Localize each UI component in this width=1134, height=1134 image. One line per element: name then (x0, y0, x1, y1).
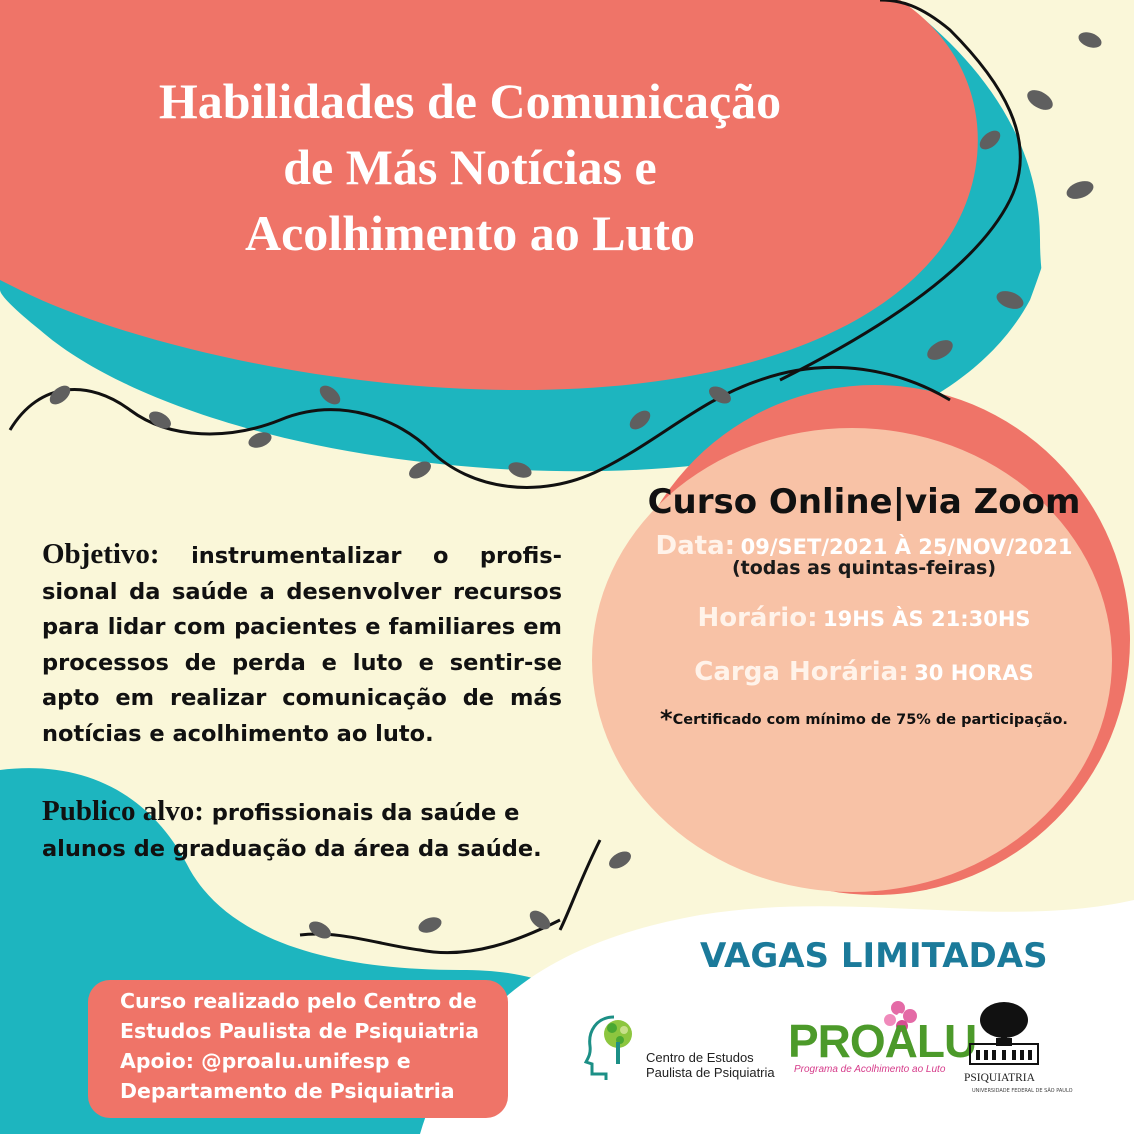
title-line-3: Acolhimento ao Luto (245, 205, 695, 261)
certificate-text: Certificado com mínimo de 75% de participação. (672, 712, 1068, 728)
time-value: 19HS ÀS 21:30HS (823, 607, 1031, 631)
head-tree-icon (584, 1012, 644, 1082)
poster-title (60, 68, 880, 266)
date-value: 09/SET/2021 À 25/NOV/2021 (740, 535, 1073, 559)
workload-value: 30 HORAS (914, 661, 1034, 685)
course-info (600, 482, 1128, 733)
date-label: Data: (655, 531, 736, 561)
audience-paragraph (42, 794, 562, 867)
tree-building-icon (962, 1000, 1046, 1072)
course-heading: Curso Online|via Zoom (647, 482, 1081, 522)
ceps-logo (584, 1012, 784, 1092)
psiquiatria-label: PSIQUIATRIA (964, 1072, 1035, 1084)
time-row (600, 603, 1128, 633)
objective-label: Objetivo: (42, 538, 160, 570)
workload-row (600, 657, 1128, 687)
date-note: (todas as quintas-feiras) (731, 557, 997, 579)
ceps-logo-text (646, 1050, 775, 1080)
credits-line-3: Apoio: @proalu.unifesp e (120, 1049, 411, 1073)
ceps-line-1: Centro de Estudos (646, 1050, 754, 1065)
limited-spots: VAGAS LIMITADAS (700, 936, 1048, 976)
proalu-wordmark: PROALU (788, 1015, 977, 1067)
psiquiatria-subtext: UNIVERSIDADE FEDERAL DE SÃO PAULO (972, 1088, 1073, 1094)
title-line-1: Habilidades de Comunicação (158, 73, 782, 129)
ceps-line-2: Paulista de Psiquiatria (646, 1065, 775, 1080)
certificate-note (600, 705, 1128, 733)
objective-text: instrumentalizar o profis-sional da saúde a desenvolver recursos para lidar com pacientes e familiares em processos de perda e luto e sentir-se apto em realizar comunicação de más notícias e acolhimento ao luto. (42, 543, 562, 747)
proalu-logo (786, 996, 977, 1086)
audience-text: profissionais da saúde e alunos de graduação da área da saúde. (42, 800, 542, 862)
credits-line-1: Curso realizado pelo Centro de (120, 989, 477, 1013)
credits-box (88, 980, 508, 1118)
audience-label: Publico alvo: (42, 795, 204, 827)
credits-line-4: Departamento de Psiquiatria (120, 1079, 455, 1103)
time-label: Horário: (697, 603, 818, 633)
credits-line-2: Estudos Paulista de Psiquiatria (120, 1019, 480, 1043)
psiquiatria-logo (962, 1000, 1073, 1100)
workload-label: Carga Horária: (694, 657, 909, 687)
title-line-2: de Más Notícias e (283, 139, 657, 195)
objective-paragraph (42, 537, 562, 752)
proalu-tagline: Programa de Acolhimento ao Luto (794, 1064, 946, 1075)
certificate-star: * (660, 705, 673, 733)
